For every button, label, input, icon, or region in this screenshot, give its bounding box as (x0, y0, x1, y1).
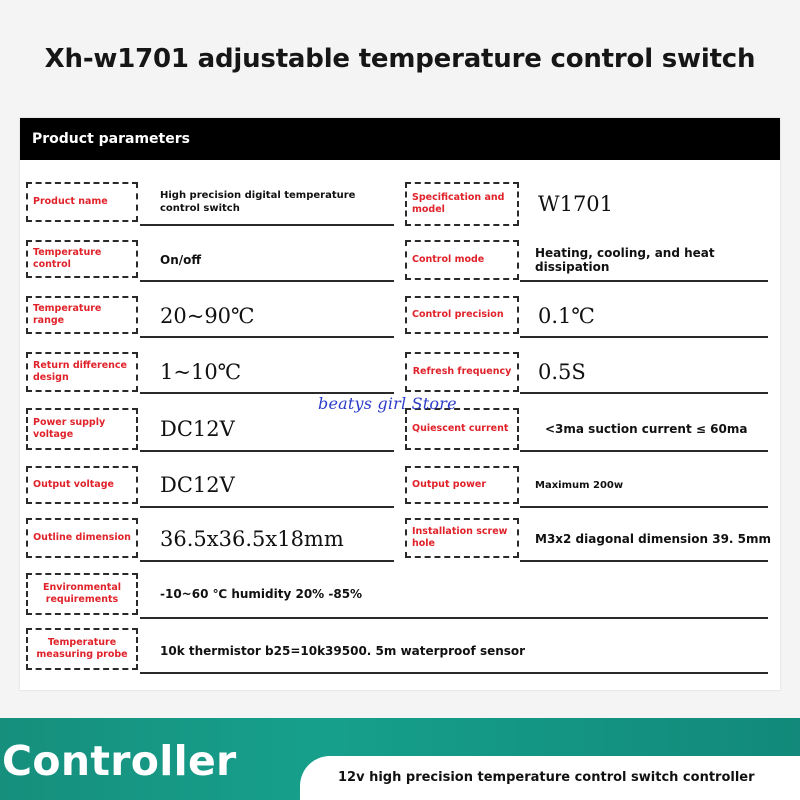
value-control-mode: Heating, cooling, and heat dissipation (535, 246, 715, 274)
value-product-name: High precision digital temperature control switch (160, 190, 356, 214)
value-output-power: Maximum 200w (535, 479, 624, 491)
row-divider (520, 560, 768, 562)
value-specification-model: W1701 (538, 192, 614, 216)
label-temperature-range: Temperature range (26, 296, 138, 334)
row-divider (140, 336, 394, 338)
value-control-precision: 0.1℃ (538, 304, 595, 328)
label-power-supply-voltage: Power supply voltage (26, 408, 138, 450)
footer-tagline: 12v high precision temperature control switch controller (300, 756, 800, 800)
row-divider (140, 280, 394, 282)
label-specification-model: Specification and model (405, 182, 519, 226)
value-refresh-frequency: 0.5S (538, 360, 586, 384)
label-installation-screw-hole: Installation screw hole (405, 518, 519, 558)
label-quiescent-current: Quiescent current (405, 408, 519, 450)
label-output-power: Output power (405, 466, 519, 504)
label-outline-dimension: Outline dimension (26, 518, 138, 558)
section-header: Product parameters (20, 118, 780, 160)
value-output-voltage: DC12V (160, 473, 235, 497)
row-divider (140, 506, 394, 508)
value-temperature-measuring-probe: 10k thermistor b25=10k39500. 5m waterproof sensor (160, 644, 526, 658)
row-divider (140, 672, 768, 674)
value-return-difference: 1~10℃ (160, 360, 242, 384)
value-temperature-range: 20~90℃ (160, 304, 255, 328)
label-temperature-measuring-probe: Temperature measuring probe (26, 628, 138, 670)
row-divider (520, 450, 768, 452)
label-return-difference: Return difference design (26, 352, 138, 392)
value-outline-dimension: 36.5x36.5x18mm (160, 527, 344, 551)
row-divider (520, 392, 768, 394)
value-power-supply-voltage: DC12V (160, 417, 235, 441)
row-divider (520, 336, 768, 338)
row-divider (140, 560, 394, 562)
label-product-name: Product name (26, 182, 138, 222)
value-quiescent-current: <3ma suction current ≤ 60ma (545, 422, 748, 436)
label-temperature-control: Temperature control (26, 240, 138, 278)
page-title: Xh-w1701 adjustable temperature control switch (44, 44, 756, 74)
label-environmental-requirements: Environmental requirements (26, 573, 138, 615)
row-divider (520, 506, 768, 508)
footer-category: Controller (2, 737, 237, 785)
value-installation-screw-hole: M3x2 diagonal dimension 39. 5mm (535, 532, 772, 546)
label-control-precision: Control precision (405, 296, 519, 334)
label-control-mode: Control mode (405, 240, 519, 280)
value-environmental-requirements: -10~60 ℃ humidity 20% -85% (160, 587, 363, 601)
store-watermark: beatys girl Store (318, 394, 457, 413)
row-divider (140, 224, 394, 226)
row-divider (140, 617, 768, 619)
label-output-voltage: Output voltage (26, 466, 138, 504)
row-divider (520, 280, 768, 282)
value-temperature-control: On/off (160, 253, 202, 267)
label-refresh-frequency: Refresh frequency (405, 352, 519, 392)
row-divider (140, 450, 394, 452)
